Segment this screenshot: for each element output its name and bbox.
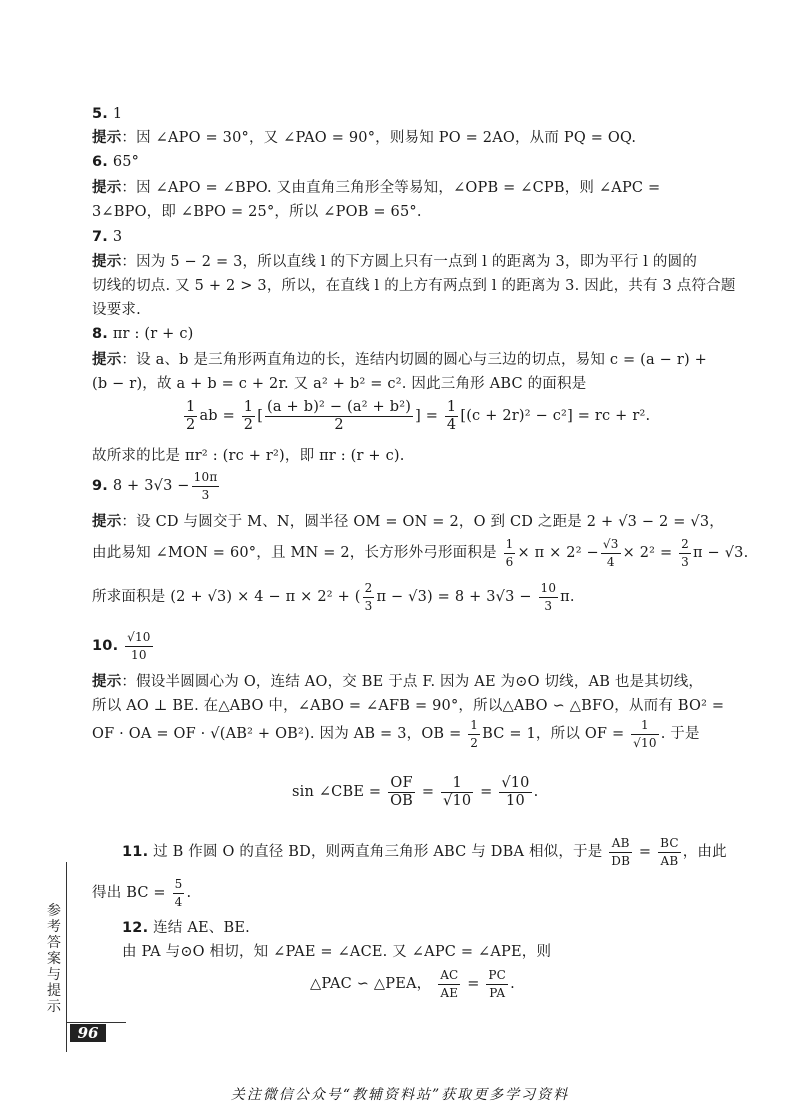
problem-number: 8. xyxy=(92,326,108,342)
answer: 3 xyxy=(112,229,123,245)
numerator: OF xyxy=(388,775,415,793)
denominator: 3 xyxy=(544,598,553,613)
fraction-half xyxy=(242,399,255,434)
numerator: √10 xyxy=(501,774,530,791)
fraction xyxy=(679,536,691,571)
fraction-main xyxy=(265,399,413,434)
answer: πr : (r + c) xyxy=(112,326,194,342)
denominator: AB xyxy=(660,853,679,868)
problem-8-equation: $\frac{1}{2}$ ab = $\frac{1}{2}$ [ $\frac{\text{(a + b)² − (a² + b²)}}{2}$ ] = $\frac{1}{4}$ [(c + 2r)² − c²] = rc + r². xyxy=(186,398,651,433)
numerator: 2 xyxy=(363,580,375,598)
hint-label: 提示 xyxy=(92,254,122,270)
hint-text: ：设 a、b 是三角形两直角边的长，连结内切圆的圆心与三边的切点，易知 c = (a − r) + xyxy=(121,352,707,368)
denominator: AE xyxy=(440,985,459,1000)
answer: 65° xyxy=(112,154,140,170)
problem-10-answer xyxy=(92,626,155,666)
problem-10-sine-equation: sin ∠CBE = $\frac{OF}{OB}$ = $\frac{1}{√10}$ = $\frac{√10}{10}$ . xyxy=(292,774,539,809)
page-number: 96 xyxy=(70,1024,106,1042)
equation-left: ab = xyxy=(199,408,235,424)
hint-text: 所求面积是 (2 + √3) × 4 − π × 2² + ( xyxy=(92,589,361,605)
problem-10-hint xyxy=(92,672,703,692)
hint-text: ：因 ∠APO = ∠BPO. 又由直角三角形全等易知，∠OPB = ∠CPB，则 ∠APC = xyxy=(121,180,661,196)
fraction xyxy=(601,536,621,571)
fraction xyxy=(658,835,681,870)
conclusion-text: 故所求的比是 πr² : (rc + r²)，即 πr : (r + c). xyxy=(92,448,405,464)
problem-number: 5. xyxy=(92,106,108,122)
equation-left: sin ∠CBE = xyxy=(292,784,382,800)
problem-9-hint-cont xyxy=(92,534,748,572)
hint-text: π − √3) = 8 + 3√3 − xyxy=(376,589,532,605)
hint-label: 提示 xyxy=(92,514,122,530)
numerator: 1 xyxy=(186,398,196,415)
numerator: 5 xyxy=(173,876,185,894)
problem-11-text: 11. 过 B 作圆 O 的直径 BD，则两直角三角形 ABC 与 DBA 相似，于是 $\frac{AB}{DB}$ = $\frac{BC}{AB}$ ，由此 xyxy=(122,835,727,868)
numerator: 1 xyxy=(468,717,480,735)
numerator: PC xyxy=(486,967,508,985)
denominator: 2 xyxy=(470,735,479,750)
fraction xyxy=(388,775,415,810)
denominator: 3 xyxy=(364,598,373,613)
hint-text: ：设 CD 与圆交于 M、N，圆半径 OM = ON = 2，O 到 CD 之距是 2 + √3 − 2 = √3， xyxy=(121,514,724,530)
denominator: PA xyxy=(489,985,506,1000)
hint-text: ：因为 5 − 2 = 3，所以直线 l 的下方圆上只有一点到 l 的距离为 3，即为平行 l 的圆的 xyxy=(121,254,698,270)
fraction xyxy=(468,717,480,752)
problem-8-answer xyxy=(92,324,194,344)
denominator: √10 xyxy=(633,735,657,750)
answer: 1 xyxy=(112,106,123,122)
statement-text: ，由此 xyxy=(682,844,727,860)
hint-text: 切线的切点. 又 5 + 2 > 3，所以，在直线 l 的上方有两点到 l 的距离为 3. 因此，共有 3 点符合题 xyxy=(92,278,736,294)
problem-11-text-cont: 得出 BC = $\frac{5}{4}$ . xyxy=(92,876,192,909)
numerator: 10π xyxy=(192,469,220,487)
denominator: 2 xyxy=(186,416,196,433)
problem-7-hint-end xyxy=(92,300,141,320)
denominator: 6 xyxy=(505,554,514,569)
problem-number: 6. xyxy=(92,154,108,170)
problem-6-answer xyxy=(92,152,139,172)
problem-number: 10. xyxy=(92,638,119,654)
denominator: 3 xyxy=(681,554,690,569)
numerator: 1 xyxy=(441,775,473,793)
numerator: 1 xyxy=(631,717,659,735)
sidebar-label: 参考答案与提示 xyxy=(47,903,61,1015)
footer-watermark: 关注微信公众号“教辅资料站”获取更多学习资料 xyxy=(230,1087,570,1103)
problem-8-hint xyxy=(92,350,707,370)
problem-5-hint xyxy=(92,128,636,148)
hint-text: 所以 AO ⊥ BE. 在△ABO 中，∠ABO = ∠AFB = 90°，所以△ABO ∽ △BFO，从而有 BO² = xyxy=(92,698,725,714)
hint-text: . 于是 xyxy=(660,726,700,742)
fraction xyxy=(363,580,375,615)
hint-text: BC = 1，所以 OF = xyxy=(482,726,625,742)
fraction-quarter xyxy=(445,399,458,434)
numerator: BC xyxy=(658,835,681,853)
hint-text: ：假设半圆圆心为 O，连结 AO，交 BE 于点 F. 因为 AE 为⊙O 切线，AB 也是其切线， xyxy=(121,674,704,690)
denominator: 3 xyxy=(201,487,210,502)
numerator: √10 xyxy=(125,629,153,647)
problem-12-line2 xyxy=(92,942,551,962)
statement-text: △PAC ∽ △PEA， xyxy=(310,976,432,992)
numerator: √3 xyxy=(601,536,621,554)
denominator: 4 xyxy=(446,416,457,433)
hint-label: 提示 xyxy=(92,180,122,196)
denominator: DB xyxy=(611,853,631,868)
fraction xyxy=(499,775,531,810)
problem-7-hint-cont xyxy=(92,276,736,296)
problem-10-hint-end xyxy=(92,714,700,754)
problem-5-answer xyxy=(92,104,122,124)
fraction xyxy=(631,717,659,752)
fraction xyxy=(504,536,516,571)
hint-text: ：因 ∠APO = 30°，又 ∠PAO = 90°，则易知 PO = 2AO，从而 PQ = OQ. xyxy=(121,130,637,146)
problem-8-hint-cont xyxy=(92,374,586,394)
statement-text: 得出 BC = xyxy=(92,885,166,901)
denominator: OB xyxy=(390,792,414,809)
fraction xyxy=(192,469,220,504)
statement-text: 由 PA 与⊙O 相切，知 ∠PAE = ∠ACE. 又 ∠APC = ∠APE，则 xyxy=(122,944,552,960)
fraction xyxy=(125,629,153,664)
hint-text: × π × 2² − xyxy=(517,545,599,561)
problem-6-hint xyxy=(92,178,660,198)
answer: 8 + 3√3 − xyxy=(112,478,190,494)
hint-text: π − √3. xyxy=(693,545,749,561)
numerator: 1 xyxy=(446,398,457,415)
problem-10-hint-cont xyxy=(92,696,724,716)
hint-text: 3∠BPO，即 ∠BPO = 25°，所以 ∠POB = 65°. xyxy=(92,204,422,220)
hint-label: 提示 xyxy=(92,674,122,690)
numerator: 1 xyxy=(504,536,516,554)
numerator: AB xyxy=(609,835,632,853)
problem-12-line1 xyxy=(92,918,250,938)
numerator: 2 xyxy=(679,536,691,554)
equation-right: [(c + 2r)² − c²] = rc + r². xyxy=(460,408,651,424)
problem-number: 7. xyxy=(92,229,108,245)
problem-12-similarity: △PAC ∽ △PEA， $\frac{AC}{AE}$ = $\frac{PC}{PA}$ . xyxy=(310,967,515,1000)
hint-text: (b − r)，故 a + b = c + 2r. 又 a² + b² = c². 因此三角形 ABC 的面积是 xyxy=(92,376,587,392)
problem-number: 11. xyxy=(122,844,149,860)
denominator: 4 xyxy=(174,894,183,909)
hint-text: 设要求. xyxy=(92,302,141,318)
denominator: 10 xyxy=(506,792,525,809)
problem-number: 12. xyxy=(122,920,149,936)
problem-8-conclusion xyxy=(92,446,405,466)
equals-sign: = xyxy=(480,784,493,800)
fraction xyxy=(539,580,559,615)
hint-text: π. xyxy=(560,589,575,605)
problem-6-hint-cont xyxy=(92,202,422,222)
fraction xyxy=(173,876,185,911)
hint-text: OF · OA = OF · √(AB² + OB²). 因为 AB = 3，OB = xyxy=(92,726,462,742)
numerator: 10 xyxy=(539,580,559,598)
numerator: AC xyxy=(438,967,460,985)
numerator: 1 xyxy=(243,398,254,415)
hint-text: 由此易知 ∠MON = 60°，且 MN = 2，长方形外弓形面积是 xyxy=(92,545,497,561)
problem-number: 9. xyxy=(92,478,108,494)
hint-label: 提示 xyxy=(92,352,122,368)
equals-sign: = xyxy=(421,784,435,800)
fraction xyxy=(609,835,632,870)
denominator: 4 xyxy=(606,554,615,569)
denominator: 2 xyxy=(243,416,254,433)
hint-text: × 2² = xyxy=(622,545,673,561)
denominator: 10 xyxy=(131,647,147,662)
statement-text: 连结 AE、BE. xyxy=(153,920,250,936)
fraction xyxy=(438,967,460,1002)
problem-7-answer xyxy=(92,227,122,247)
problem-9-hint xyxy=(92,512,724,532)
problem-9-answer xyxy=(92,468,221,504)
denominator: 2 xyxy=(334,416,344,433)
fraction-half xyxy=(184,399,197,434)
statement-text: 过 B 作圆 O 的直径 BD，则两直角三角形 ABC 与 DBA 相似，于是 xyxy=(153,844,603,860)
page-number-rule xyxy=(66,1022,126,1023)
problem-7-hint xyxy=(92,252,697,272)
problem-9-hint-end xyxy=(92,578,575,616)
fraction xyxy=(486,967,508,1002)
numerator: (a + b)² − (a² + b²) xyxy=(267,398,412,415)
denominator: √10 xyxy=(443,792,472,809)
fraction xyxy=(441,775,473,810)
hint-label: 提示 xyxy=(92,130,122,146)
sidebar-rule xyxy=(66,862,67,1052)
